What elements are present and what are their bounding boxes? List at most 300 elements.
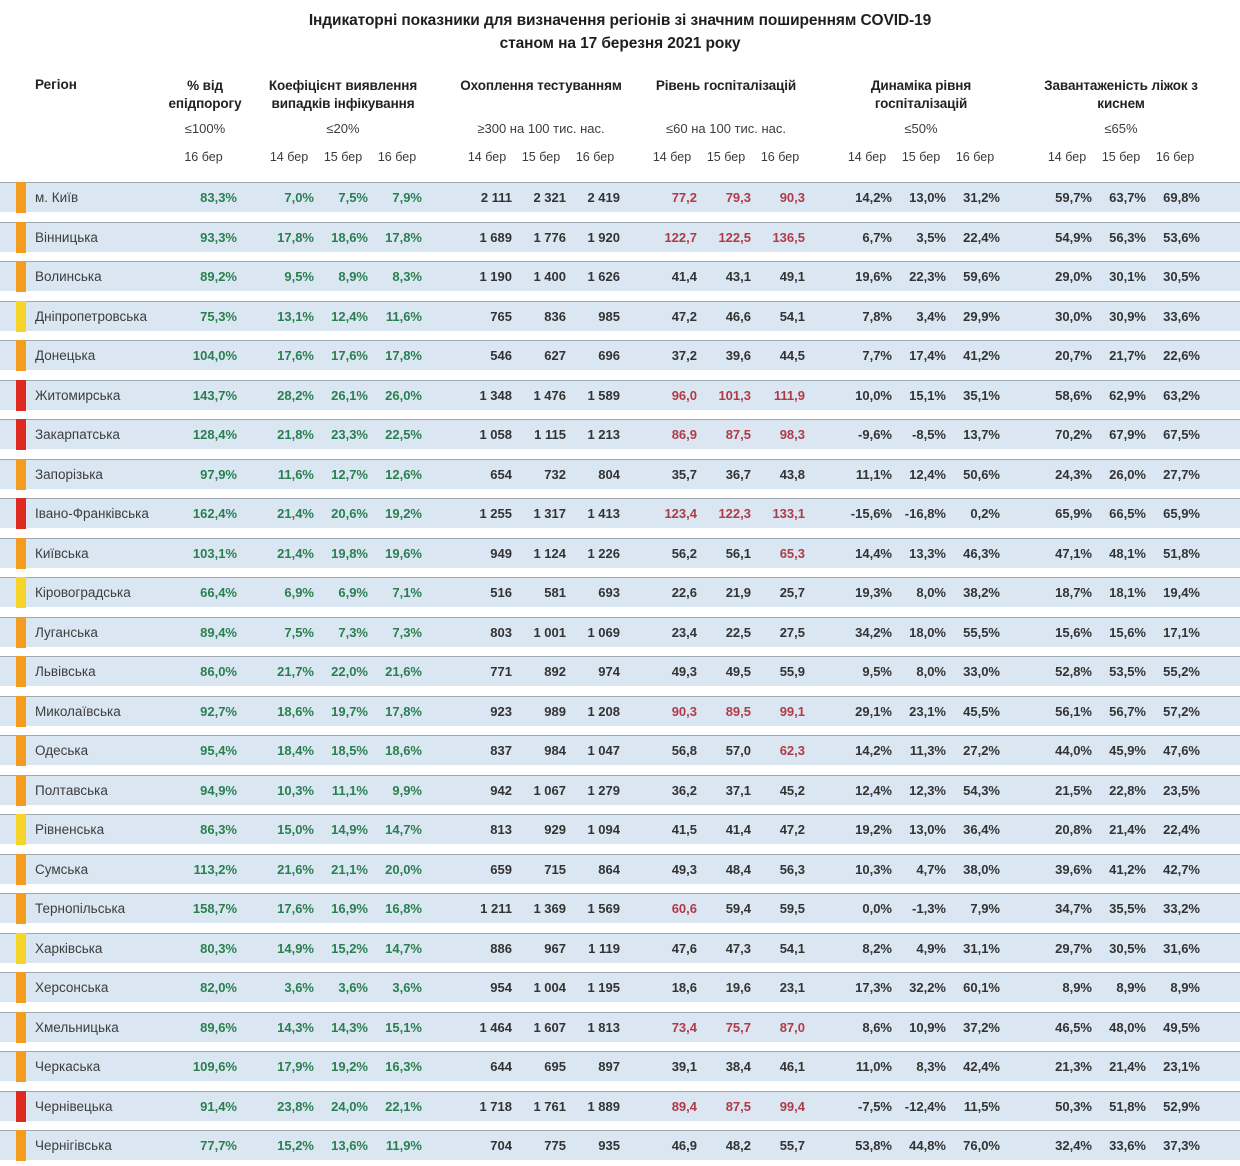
dyn-value: 37,2%	[963, 1019, 1000, 1035]
epid-value: 128,4%	[192, 427, 237, 442]
beds-value: 41,2%	[1109, 861, 1146, 877]
table-row	[0, 380, 1240, 410]
coef-value: 22,5%	[385, 427, 422, 442]
hosp-value: 98,3	[779, 427, 805, 442]
test-value: 897	[598, 1059, 620, 1074]
beds-value: 37,3%	[1163, 1138, 1200, 1153]
beds-value: 65,9%	[1163, 506, 1200, 521]
coef-value: 19,2%	[331, 1059, 368, 1074]
dyn-value: 11,0%	[855, 1059, 892, 1074]
hosp-group	[647, 388, 805, 403]
dyn-value: 45,5%	[963, 703, 1000, 719]
beds-group	[1042, 230, 1200, 245]
epid-value: 82,0%	[200, 980, 237, 995]
coef-value: 13,1%	[277, 308, 314, 324]
status-marker-red	[16, 419, 26, 450]
test-group	[462, 1138, 620, 1153]
dyn-value: 31,1%	[963, 940, 1000, 956]
beds-value: 20,8%	[1055, 822, 1092, 837]
coef-group	[264, 743, 422, 758]
dyn-value: 6,7%	[862, 229, 892, 245]
test-value: 1 718	[479, 1098, 512, 1114]
test-value: 654	[490, 466, 512, 482]
date-label: 14 бер	[847, 150, 887, 164]
column-group-coef	[258, 77, 428, 136]
test-value: 1 813	[587, 1019, 620, 1035]
beds-value: 19,4%	[1163, 585, 1200, 600]
epid-value: 97,9%	[200, 466, 237, 482]
dyn-value: 27,2%	[963, 743, 1000, 758]
test-value: 516	[490, 585, 512, 600]
dyn-value: -1,3%	[912, 901, 946, 916]
test-value: 1 069	[587, 624, 620, 640]
beds-value: 56,7%	[1109, 703, 1146, 719]
hosp-value: 38,4	[725, 1059, 751, 1074]
dyn-group	[842, 1138, 1000, 1153]
hosp-value: 46,1	[779, 1059, 805, 1074]
test-value: 967	[544, 940, 566, 956]
beds-value: 63,7%	[1109, 190, 1146, 205]
beds-value: 56,3%	[1109, 229, 1146, 245]
region-name: Закарпатська	[35, 427, 120, 442]
hosp-group	[647, 980, 805, 995]
epid-value: 143,7%	[192, 387, 237, 403]
dyn-group	[842, 1099, 1000, 1114]
test-value: 1 689	[479, 229, 512, 245]
beds-value: 48,1%	[1109, 545, 1146, 561]
epid-value: 86,0%	[200, 664, 237, 679]
dyn-value: 13,7%	[963, 427, 1000, 442]
table-row	[0, 182, 1240, 212]
test-value: 765	[490, 308, 512, 324]
date-label: 16 бер	[1155, 150, 1195, 164]
hosp-value: 59,4	[725, 901, 751, 916]
beds-value: 30,1%	[1109, 269, 1146, 284]
test-value: 1 776	[533, 229, 566, 245]
hosp-group	[647, 269, 805, 284]
coef-value: 21,7%	[277, 664, 314, 679]
coef-group	[264, 585, 422, 600]
hosp-group	[647, 901, 805, 916]
beds-value: 33,2%	[1163, 901, 1200, 916]
test-value: 929	[544, 822, 566, 837]
test-value: 1 317	[533, 506, 566, 521]
coef-value: 28,2%	[277, 387, 314, 403]
table-row	[0, 735, 1240, 765]
dyn-value: 14,2%	[855, 190, 892, 205]
coef-value: 20,6%	[331, 506, 368, 521]
test-value: 974	[598, 664, 620, 679]
epid-value: 109,6%	[192, 1059, 237, 1074]
beds-value: 22,4%	[1163, 822, 1200, 837]
coef-group	[264, 348, 422, 363]
beds-value: 21,4%	[1109, 1059, 1146, 1074]
table-row	[0, 498, 1240, 528]
dyn-value: 22,3%	[909, 269, 946, 284]
dyn-value: 53,8%	[855, 1138, 892, 1153]
column-group-testing	[451, 77, 631, 136]
beds-value: 70,2%	[1055, 427, 1092, 442]
hosp-group	[647, 625, 805, 640]
coef-value: 15,0%	[277, 822, 314, 837]
coef-value: 15,2%	[331, 940, 368, 956]
test-value: 1 094	[587, 822, 620, 837]
dyn-value: 59,6%	[963, 269, 1000, 284]
coef-value: 17,8%	[385, 703, 422, 719]
hosp-value: 123,4	[664, 506, 697, 521]
dyn-group	[842, 1020, 1000, 1035]
date-label: 16 бер	[575, 150, 615, 164]
coef-value: 15,2%	[277, 1138, 314, 1153]
epid-value: 66,4%	[200, 585, 237, 600]
coef-value: 17,9%	[277, 1059, 314, 1074]
test-value: 1 115	[534, 427, 566, 442]
hosp-value: 18,6	[671, 980, 697, 995]
column-group-dynamics	[841, 77, 1001, 136]
test-group	[462, 348, 620, 363]
beds-value: 56,1%	[1055, 703, 1092, 719]
table-row	[0, 1130, 1240, 1160]
table-row	[0, 419, 1240, 449]
table-row	[0, 577, 1240, 607]
column-group-threshold: ≤100%	[184, 121, 226, 136]
hosp-value: 56,2	[671, 545, 697, 561]
epid-value: 103,1%	[192, 545, 237, 561]
epid-value: 158,7%	[192, 901, 237, 916]
table-row	[0, 301, 1240, 331]
coef-value: 6,9%	[338, 585, 368, 600]
coef-value: 14,7%	[385, 940, 422, 956]
hosp-group	[647, 1020, 805, 1035]
beds-group	[1042, 822, 1200, 837]
table-row	[0, 617, 1240, 647]
dyn-value: -16,8%	[904, 506, 946, 521]
page-title	[0, 0, 1240, 55]
status-marker-orange	[16, 893, 26, 924]
hosp-value: 111,9	[773, 387, 805, 403]
beds-value: 49,5%	[1163, 1019, 1200, 1035]
dyn-value: 19,2%	[855, 822, 892, 837]
coef-group	[264, 822, 422, 837]
beds-group	[1042, 980, 1200, 995]
coef-value: 14,9%	[331, 822, 368, 837]
test-value: 989	[544, 703, 566, 719]
coef-value: 8,9%	[338, 269, 368, 284]
beds-value: 27,7%	[1163, 466, 1200, 482]
dyn-value: 13,0%	[909, 190, 946, 205]
coef-value: 7,5%	[338, 190, 368, 205]
column-group-title: Динаміка рівня госпіталізацій	[870, 78, 972, 111]
coef-value: 12,4%	[331, 308, 368, 324]
coef-value: 14,3%	[331, 1019, 368, 1035]
status-marker-orange	[16, 775, 26, 806]
status-marker-orange	[16, 182, 26, 213]
hosp-value: 122,7	[664, 229, 697, 245]
test-value: 1 124	[533, 545, 566, 561]
hosp-value: 22,6	[671, 585, 697, 600]
date-label: 15 бер	[1101, 150, 1141, 164]
hosp-value: 89,4	[671, 1098, 697, 1114]
coef-group	[264, 309, 422, 324]
beds-value: 26,0%	[1109, 466, 1146, 482]
coef-value: 19,2%	[385, 506, 422, 521]
coef-value: 9,5%	[284, 269, 314, 284]
test-value: 836	[544, 308, 566, 324]
dyn-value: 10,0%	[855, 387, 892, 403]
beds-value: 29,7%	[1055, 940, 1092, 956]
coef-value: 10,3%	[277, 782, 314, 798]
hosp-value: 87,5	[725, 427, 751, 442]
dyn-value: 12,4%	[909, 466, 946, 482]
test-group	[462, 506, 620, 521]
column-group-threshold: ≤65%	[1104, 121, 1138, 136]
beds-group	[1042, 1020, 1200, 1035]
region-name: Черкаська	[35, 1059, 101, 1074]
test-value: 644	[490, 1059, 512, 1074]
status-marker-orange	[16, 656, 26, 687]
hosp-value: 89,5	[725, 703, 751, 719]
beds-value: 8,9%	[1062, 980, 1092, 995]
test-value: 704	[490, 1138, 512, 1153]
coef-value: 19,7%	[331, 703, 368, 719]
test-value: 695	[544, 1059, 566, 1074]
region-column-header: Регіон	[35, 77, 77, 92]
column-group-title: Охоплення тестуванням	[460, 78, 622, 93]
test-value: 1 190	[479, 269, 512, 284]
hosp-value: 46,9	[671, 1138, 697, 1153]
beds-group	[1042, 309, 1200, 324]
test-value: 954	[490, 980, 512, 995]
dyn-value: 23,1%	[909, 703, 946, 719]
column-group-title: Рівень госпіталізацій	[655, 78, 797, 93]
dyn-group	[842, 743, 1000, 758]
test-group	[462, 862, 620, 877]
coef-value: 6,9%	[284, 585, 314, 600]
test-value: 1 607	[533, 1019, 566, 1035]
hosp-value: 35,7	[671, 466, 697, 482]
hosp-value: 47,3	[725, 940, 751, 956]
region-name: Одеська	[35, 743, 89, 758]
coef-value: 3,6%	[284, 980, 314, 995]
test-value: 1 208	[587, 703, 620, 719]
test-value: 693	[598, 585, 620, 600]
beds-value: 33,6%	[1109, 1138, 1146, 1153]
test-value: 775	[544, 1138, 566, 1153]
epid-value: 80,3%	[200, 940, 237, 956]
coef-value: 17,8%	[385, 229, 422, 245]
beds-group	[1042, 1138, 1200, 1153]
beds-value: 18,1%	[1109, 585, 1146, 600]
table-row	[0, 775, 1240, 805]
beds-value: 29,0%	[1055, 269, 1092, 284]
epid-value: 113,2%	[193, 861, 237, 877]
test-value: 715	[544, 861, 566, 877]
test-value: 935	[598, 1138, 620, 1153]
hosp-value: 39,1	[671, 1059, 697, 1074]
coef-group	[264, 190, 422, 205]
test-value: 886	[490, 940, 512, 956]
hosp-value: 37,2	[671, 348, 697, 363]
region-name: Чернівецька	[35, 1098, 113, 1114]
coef-value: 21,4%	[277, 545, 314, 561]
epid-value: 89,4%	[200, 624, 237, 640]
beds-value: 53,6%	[1163, 229, 1200, 245]
coef-group	[264, 783, 422, 798]
table-row	[0, 538, 1240, 568]
status-marker-orange	[16, 735, 26, 766]
beds-group	[1042, 901, 1200, 916]
test-group	[462, 269, 620, 284]
region-name: Харківська	[35, 940, 103, 956]
hosp-group	[647, 546, 805, 561]
beds-value: 23,1%	[1163, 1059, 1200, 1074]
coef-value: 23,3%	[331, 427, 368, 442]
dyn-value: 34,2%	[855, 624, 892, 640]
test-value: 581	[544, 585, 566, 600]
beds-value: 51,8%	[1163, 545, 1200, 561]
coef-value: 3,6%	[338, 980, 368, 995]
hosp-value: 86,9	[671, 427, 697, 442]
beds-group	[1042, 1059, 1200, 1074]
coef-value: 13,6%	[331, 1138, 368, 1153]
hosp-value: 45,2	[779, 782, 805, 798]
region-name: м. Київ	[35, 190, 79, 205]
dyn-value: 0,2%	[970, 506, 1000, 521]
epid-value: 95,4%	[200, 743, 237, 758]
coef-group	[264, 704, 422, 719]
table-body	[0, 182, 1240, 1160]
beds-value: 33,6%	[1163, 308, 1200, 324]
beds-value: 30,9%	[1109, 308, 1146, 324]
beds-value: 24,3%	[1055, 466, 1092, 482]
dyn-value: 4,7%	[916, 861, 946, 877]
dyn-value: 8,0%	[916, 585, 946, 600]
region-name: Волинська	[35, 269, 102, 284]
coef-value: 21,1%	[331, 861, 368, 877]
hosp-value: 60,6	[671, 901, 697, 916]
dyn-group	[842, 467, 1000, 482]
beds-group	[1042, 388, 1200, 403]
coef-value: 12,6%	[385, 466, 422, 482]
hosp-group	[647, 704, 805, 719]
test-value: 1 213	[587, 427, 620, 442]
hosp-group	[647, 743, 805, 758]
hosp-value: 55,9	[779, 664, 805, 679]
test-value: 1 058	[479, 427, 512, 442]
test-value: 837	[490, 743, 512, 758]
test-value: 1 047	[587, 743, 620, 758]
date-group	[647, 150, 805, 164]
hosp-value: 87,5	[725, 1098, 751, 1114]
dyn-value: 17,4%	[909, 348, 946, 363]
hosp-value: 56,3	[779, 861, 805, 877]
dyn-value: 13,0%	[909, 822, 946, 837]
hosp-value: 37,1	[725, 782, 751, 798]
hosp-value: 90,3	[779, 190, 805, 205]
epid-value: 86,3%	[200, 822, 237, 837]
test-group	[462, 783, 620, 798]
beds-value: 15,6%	[1055, 624, 1092, 640]
dyn-value: -7,5%	[858, 1098, 892, 1114]
beds-group	[1042, 862, 1200, 877]
hosp-value: 19,6	[725, 980, 751, 995]
test-value: 1 067	[533, 782, 566, 798]
status-marker-orange	[16, 1130, 26, 1161]
beds-group	[1042, 348, 1200, 363]
coef-group	[264, 664, 422, 679]
status-marker-yellow	[16, 933, 26, 964]
beds-value: 47,1%	[1055, 545, 1092, 561]
coef-group	[264, 625, 422, 640]
test-group	[462, 822, 620, 837]
dyn-value: 15,1%	[909, 387, 946, 403]
beds-value: 39,6%	[1055, 861, 1092, 877]
coef-group	[264, 546, 422, 561]
dyn-group	[842, 625, 1000, 640]
beds-group	[1042, 664, 1200, 679]
hosp-value: 47,6	[671, 940, 697, 956]
table-row	[0, 656, 1240, 686]
coef-value: 15,1%	[385, 1019, 422, 1035]
test-group	[462, 704, 620, 719]
dyn-value: 11,3%	[909, 743, 946, 758]
column-group-title: Коефіцієнт виявлення випадків інфікування	[268, 78, 418, 111]
beds-value: 17,1%	[1163, 624, 1200, 640]
dyn-value: 0,0%	[862, 901, 892, 916]
table-row	[0, 854, 1240, 884]
dyn-group	[842, 546, 1000, 561]
hosp-group	[647, 1099, 805, 1114]
coef-value: 18,4%	[277, 743, 314, 758]
dyn-value: 29,9%	[963, 308, 1000, 324]
hosp-group	[647, 190, 805, 205]
dyn-value: 50,6%	[963, 466, 1000, 482]
hosp-group	[647, 506, 805, 521]
dyn-value: 14,2%	[855, 743, 892, 758]
dyn-value: 8,6%	[862, 1019, 892, 1035]
coef-group	[264, 980, 422, 995]
hosp-value: 122,3	[718, 506, 751, 521]
test-value: 1 464	[479, 1019, 512, 1035]
beds-value: 22,8%	[1109, 782, 1146, 798]
dyn-group	[842, 388, 1000, 403]
date-group	[462, 150, 620, 164]
dyn-group	[842, 980, 1000, 995]
beds-value: 59,7%	[1055, 190, 1092, 205]
beds-value: 44,0%	[1055, 743, 1092, 758]
dyn-value: 7,9%	[970, 901, 1000, 916]
table-row	[0, 261, 1240, 291]
beds-group	[1042, 941, 1200, 956]
dyn-value: 38,0%	[963, 861, 1000, 877]
beds-value: 45,9%	[1109, 743, 1146, 758]
epid-value: 89,6%	[200, 1019, 237, 1035]
region-name: Полтавська	[35, 782, 108, 798]
status-marker-yellow	[16, 301, 26, 332]
beds-value: 35,5%	[1109, 901, 1146, 916]
table-row	[0, 893, 1240, 923]
hosp-group	[647, 230, 805, 245]
hosp-value: 90,3	[671, 703, 697, 719]
test-group	[462, 427, 620, 442]
test-group	[462, 309, 620, 324]
hosp-value: 47,2	[779, 822, 805, 837]
region-name: Донецька	[35, 348, 96, 363]
hosp-group	[647, 862, 805, 877]
date-label: 15 бер	[521, 150, 561, 164]
test-value: 2 321	[533, 190, 566, 205]
dyn-value: 19,3%	[855, 585, 892, 600]
